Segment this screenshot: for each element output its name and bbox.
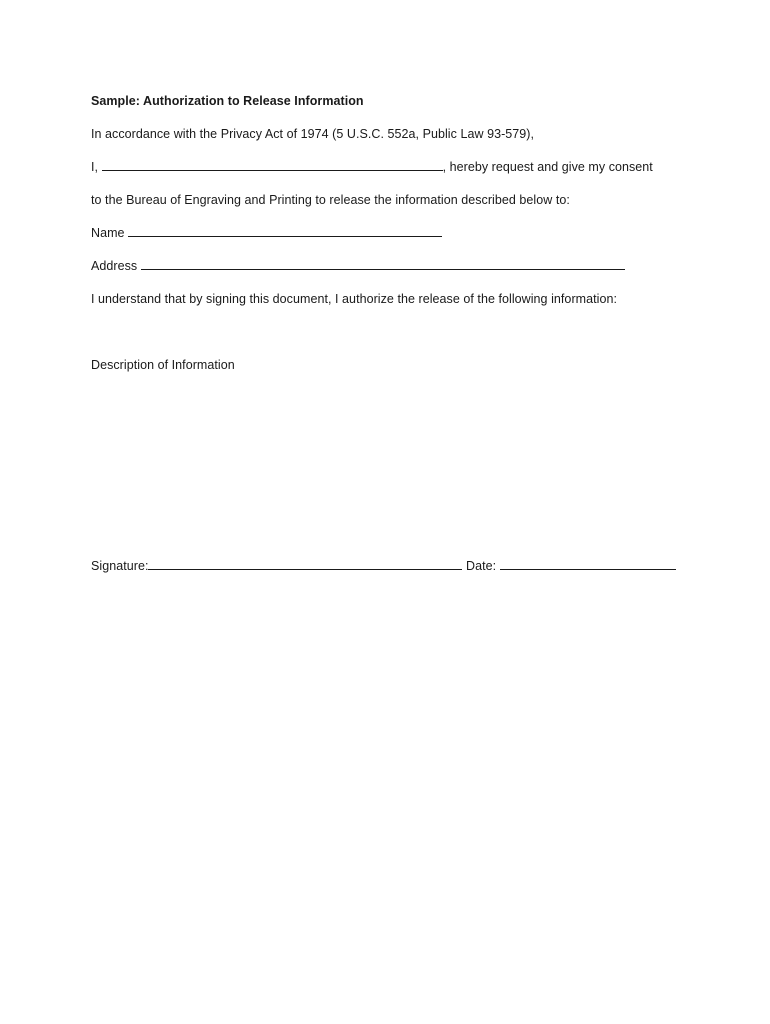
name-line: [91, 225, 442, 241]
consent-suffix: , hereby request and give my consent: [442, 160, 653, 174]
consent-line: [91, 159, 653, 175]
release-statement: to the Bureau of Engraving and Printing to release the information described below to:: [91, 193, 570, 207]
consent-prefix: I,: [91, 160, 99, 174]
date-field[interactable]: [500, 558, 676, 570]
recipient-name-field[interactable]: [128, 225, 442, 237]
name-label: Name: [91, 226, 125, 240]
signature-line: [91, 558, 676, 574]
signature-label: Signature:: [91, 559, 149, 573]
authorization-statement: I understand that by signing this document, I authorize the release of the following information:: [91, 292, 617, 306]
document-title: Sample: Authorization to Release Information: [91, 94, 364, 108]
address-line: [91, 258, 625, 274]
recipient-address-field[interactable]: [141, 258, 625, 270]
date-label: Date:: [466, 559, 497, 573]
signature-field[interactable]: [148, 558, 462, 570]
privacy-act-intro: In accordance with the Privacy Act of 1974 (5 U.S.C. 552a, Public Law 93-579),: [91, 127, 535, 141]
description-label: Description of Information: [91, 358, 235, 372]
requester-name-field[interactable]: [102, 159, 443, 171]
address-label: Address: [91, 259, 138, 273]
